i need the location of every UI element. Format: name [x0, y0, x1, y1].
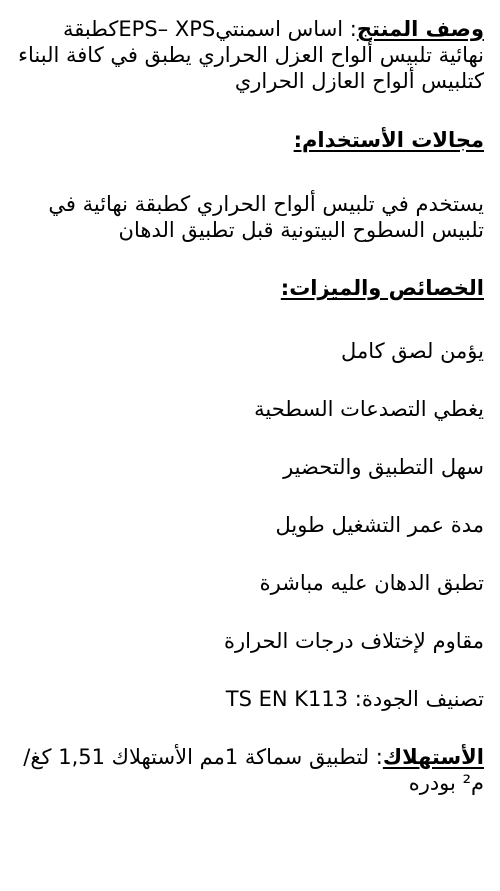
- quality-label: تصنيف الجودة:: [354, 687, 484, 711]
- description-separator: :: [343, 17, 357, 41]
- description-product-code: EPS– XPS: [118, 17, 216, 41]
- description-text-a: اساس اسمنتي: [215, 17, 344, 41]
- quality-classification: [16, 686, 484, 712]
- product-description: [16, 16, 484, 94]
- consumption-separator: :: [369, 745, 383, 769]
- features-list: [16, 338, 484, 654]
- feature-item: تطبق الدهان عليه مباشرة: [259, 571, 484, 595]
- consumption-label: الأستهلاك: [382, 745, 484, 769]
- consumption-text: لتطبيق سماكة 1مم الأستهلاك 1,51 كغ/م² بودره: [23, 745, 484, 795]
- uses-text: يستخدم في تلبيس ألواح الحراري كطبقة نهائية في تلبيس السطوح البيتونية قبل تطبيق الدهان: [48, 192, 484, 242]
- feature-item: يغطي التصدعات السطحية: [254, 397, 484, 421]
- quality-value: TS EN K113: [225, 687, 349, 711]
- feature-item: مدة عمر التشغيل طويل: [275, 513, 484, 537]
- consumption: [16, 744, 484, 796]
- feature-item: سهل التطبيق والتحضير: [283, 455, 484, 479]
- description-label: وصف المنتج: [356, 17, 484, 41]
- uses-heading: مجالات الأستخدام:: [293, 128, 484, 152]
- feature-item: مقاوم لإختلاف درجات الحرارة: [223, 629, 484, 653]
- description-text-c: كطبقة نهائية: [62, 17, 484, 67]
- features-heading: الخصائص والميزات:: [280, 276, 484, 300]
- description-text-rest: تلبيس ألواح العزل الحراري يطبق في كافة البناء كتلبيس ألواح العازل الحراري: [18, 43, 484, 93]
- feature-item: يؤمن لصق كامل: [341, 339, 484, 363]
